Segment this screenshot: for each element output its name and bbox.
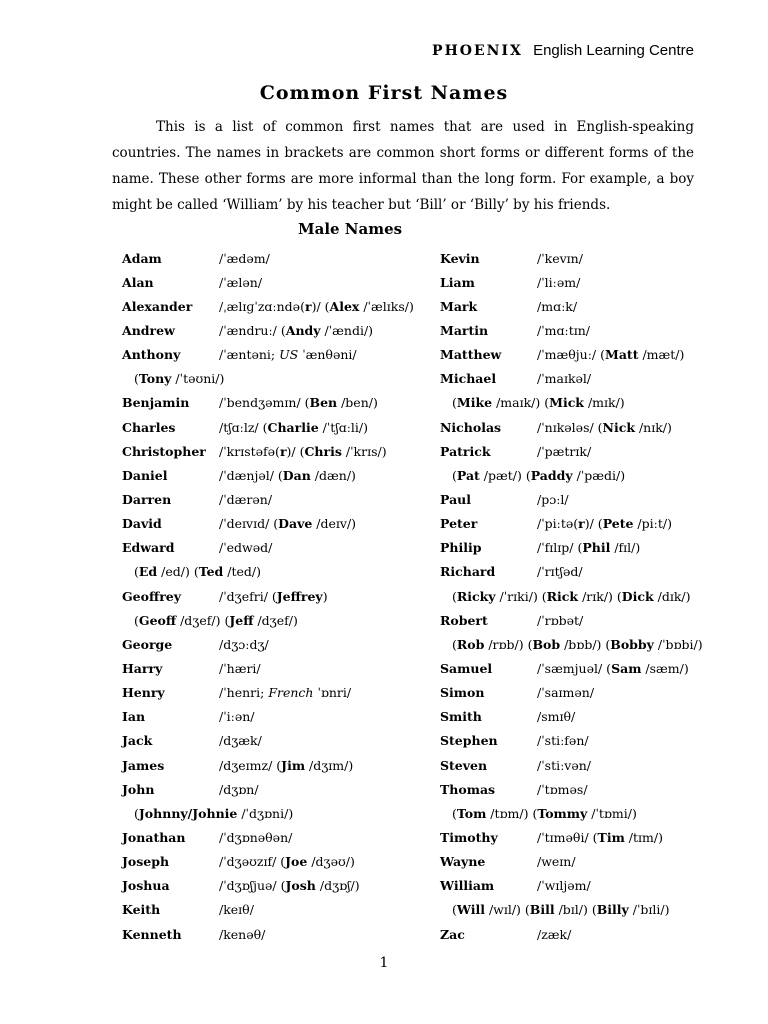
first-name: Samuel bbox=[440, 660, 493, 676]
first-name: Harry bbox=[122, 660, 163, 676]
names-column-left bbox=[122, 246, 412, 946]
pronunciation: /ˈmæθjuː/ (Matt /mæt/) bbox=[537, 347, 685, 363]
nickname: Will bbox=[456, 902, 485, 918]
nickname: Tony bbox=[138, 371, 172, 387]
nickname: Dave bbox=[278, 516, 313, 532]
nickname: Tim bbox=[597, 829, 625, 845]
nickname: Phil bbox=[582, 540, 611, 556]
name-entry bbox=[440, 656, 730, 680]
pronunciation: /ˈædəm/ bbox=[219, 250, 270, 266]
nickname: Alex bbox=[329, 298, 360, 314]
first-name: Charles bbox=[122, 419, 176, 435]
name-entry bbox=[122, 560, 412, 584]
nickname: Nick bbox=[602, 419, 635, 435]
name-entry bbox=[440, 560, 730, 584]
first-name: Joshua bbox=[122, 878, 170, 894]
pronunciation: /ˈæntəni; US ˈænθəni/ bbox=[219, 347, 357, 363]
name-entry bbox=[122, 753, 412, 777]
name-entry bbox=[122, 439, 412, 463]
name-entry bbox=[122, 343, 412, 367]
name-entry bbox=[440, 270, 730, 294]
first-name: Joseph bbox=[122, 854, 170, 870]
first-name: Keith bbox=[122, 902, 161, 918]
name-entry bbox=[440, 753, 730, 777]
name-entry bbox=[440, 874, 730, 898]
nickname: Pete bbox=[602, 516, 634, 532]
first-name: Simon bbox=[440, 685, 485, 701]
nickname: r bbox=[279, 443, 287, 459]
first-name: Stephen bbox=[440, 733, 498, 749]
nickname: Mick bbox=[549, 395, 584, 411]
nickname: Sam bbox=[611, 660, 642, 676]
name-entry bbox=[440, 463, 730, 487]
nickname: Tommy bbox=[537, 805, 588, 821]
pronunciation: /ˌælɪɡˈzɑːndə(r)/ (Alex /ˈælɪks/) bbox=[219, 298, 414, 314]
pronunciation: /ˈnɪkələs/ (Nick /nɪk/) bbox=[537, 419, 672, 435]
name-entry bbox=[440, 898, 730, 922]
pronunciation: (Geoff /dʒef/) (Jeff /dʒef/) bbox=[134, 612, 298, 628]
name-entry bbox=[440, 801, 730, 825]
nickname: Tom bbox=[456, 805, 487, 821]
name-entry bbox=[122, 898, 412, 922]
name-entry bbox=[122, 318, 412, 342]
first-name: Jonathan bbox=[122, 829, 186, 845]
name-entry bbox=[122, 656, 412, 680]
name-entry bbox=[440, 608, 730, 632]
section-title: Male Names bbox=[298, 220, 403, 238]
pronunciation: (Johnny/Johnie /ˈdʒɒni/) bbox=[134, 805, 294, 821]
name-entry bbox=[440, 415, 730, 439]
first-name: Martin bbox=[440, 322, 489, 338]
first-name: Smith bbox=[440, 709, 482, 725]
intro-text: This is a list of common first names that are used in English-speaking countries. The names in brackets are common short forms or different forms of the name. These other forms are more informal than the long form. For example, a boy might be called ‘William’ by his teacher but ‘Bill’ or ‘Billy’ by his friends. bbox=[112, 119, 694, 213]
pronunciation: /dʒeɪmz/ (Jim /dʒɪm/) bbox=[219, 757, 354, 773]
pronunciation: /ˈpætrɪk/ bbox=[537, 443, 592, 459]
first-name: Liam bbox=[440, 274, 475, 290]
pronunciation: /ˈdʒɒnəθən/ bbox=[219, 829, 293, 845]
name-entry bbox=[122, 608, 412, 632]
nickname: Andy bbox=[285, 322, 321, 338]
name-entry bbox=[122, 825, 412, 849]
name-entry bbox=[440, 367, 730, 391]
first-name: Christopher bbox=[122, 443, 206, 459]
first-name: Darren bbox=[122, 491, 172, 507]
nickname: Jeff bbox=[229, 612, 254, 628]
pronunciation: (Pat /pæt/) (Paddy /ˈpædi/) bbox=[452, 467, 626, 483]
nickname: Johnny/Johnie bbox=[138, 805, 238, 821]
pronunciation: (Mike /maɪk/) (Mick /mɪk/) bbox=[452, 395, 625, 411]
pronunciation: /ˈstiːvən/ bbox=[537, 757, 592, 773]
name-entry bbox=[440, 729, 730, 753]
first-name: Timothy bbox=[440, 829, 498, 845]
pronunciation: /ˈsaɪmən/ bbox=[537, 685, 595, 701]
first-name: Zac bbox=[440, 926, 465, 942]
pronunciation: /ˈændruː/ (Andy /ˈændi/) bbox=[219, 322, 374, 338]
pronunciation: /ˈedwəd/ bbox=[219, 540, 273, 556]
nickname: Ted bbox=[198, 564, 224, 580]
first-name: Nicholas bbox=[440, 419, 502, 435]
first-name: James bbox=[122, 757, 165, 773]
first-name: Alan bbox=[122, 274, 154, 290]
first-name: Adam bbox=[122, 250, 162, 266]
first-name: Mark bbox=[440, 298, 478, 314]
first-name: George bbox=[122, 636, 173, 652]
pronunciation: /ˈpiːtə(r)/ (Pete /piːt/) bbox=[537, 516, 672, 532]
nickname: Chris bbox=[304, 443, 342, 459]
name-entry bbox=[122, 463, 412, 487]
first-name: Thomas bbox=[440, 781, 496, 797]
first-name: Edward bbox=[122, 540, 175, 556]
first-name: Anthony bbox=[122, 347, 181, 363]
first-name: Paul bbox=[440, 491, 471, 507]
name-entry bbox=[440, 487, 730, 511]
name-entry bbox=[440, 439, 730, 463]
first-name: Robert bbox=[440, 612, 488, 628]
pronunciation: /ˈdærən/ bbox=[219, 491, 273, 507]
pronunciation: /dʒæk/ bbox=[219, 733, 262, 749]
name-entry bbox=[122, 536, 412, 560]
nickname: Mike bbox=[456, 395, 493, 411]
pronunciation: (Ricky /ˈrɪki/) (Rick /rɪk/) (Dick /dɪk/) bbox=[452, 588, 691, 604]
nickname: Bob bbox=[532, 636, 561, 652]
pronunciation: /ˈliːəm/ bbox=[537, 274, 581, 290]
nickname: Pat bbox=[456, 467, 480, 483]
pronunciation: /mɑːk/ bbox=[537, 298, 578, 314]
name-entry bbox=[440, 777, 730, 801]
first-name: Michael bbox=[440, 371, 497, 387]
names-column-right bbox=[440, 246, 730, 946]
nickname: Bobby bbox=[610, 636, 654, 652]
first-name: Benjamin bbox=[122, 395, 190, 411]
pronunciation: /ˈdeɪvɪd/ (Dave /deɪv/) bbox=[219, 516, 357, 532]
nickname: Dan bbox=[282, 467, 311, 483]
name-entry bbox=[122, 922, 412, 946]
pronunciation: /tʃɑːlz/ (Charlie /ˈtʃɑːli/) bbox=[219, 419, 369, 435]
pronunciation: (Tony /ˈtəʊni/) bbox=[134, 371, 225, 387]
nickname: Matt bbox=[604, 347, 639, 363]
nickname: Billy bbox=[596, 902, 629, 918]
first-name: Richard bbox=[440, 564, 496, 580]
name-entry bbox=[122, 850, 412, 874]
name-entry bbox=[440, 584, 730, 608]
first-name: William bbox=[440, 878, 495, 894]
first-name: Daniel bbox=[122, 467, 168, 483]
pronunciation: /ˈbendʒəmɪn/ (Ben /ben/) bbox=[219, 395, 378, 411]
pronunciation: /ˈdʒefri/ (Jeffrey) bbox=[219, 588, 328, 604]
nickname: Josh bbox=[285, 878, 316, 894]
pronunciation: /ˈmaɪkəl/ bbox=[537, 371, 592, 387]
pronunciation: /ˈkevɪn/ bbox=[537, 250, 583, 266]
name-entry bbox=[122, 415, 412, 439]
name-entry bbox=[122, 777, 412, 801]
pronunciation: /ˈtɒməs/ bbox=[537, 781, 588, 797]
name-entry bbox=[440, 922, 730, 946]
nickname: Jeffrey bbox=[276, 588, 323, 604]
centre-name: English Learning Centre bbox=[533, 42, 694, 59]
name-entry bbox=[122, 801, 412, 825]
pronunciation: /ˈtɪməθi/ (Tim /tɪm/) bbox=[537, 829, 663, 845]
name-entry bbox=[122, 391, 412, 415]
name-entry bbox=[440, 681, 730, 705]
pronunciation: /ˈfɪlɪp/ (Phil /fɪl/) bbox=[537, 540, 641, 556]
pronunciation: /zæk/ bbox=[537, 926, 572, 942]
name-entry bbox=[440, 318, 730, 342]
nickname: Paddy bbox=[530, 467, 573, 483]
nickname: Ben bbox=[309, 395, 338, 411]
nickname: r bbox=[578, 516, 585, 532]
nickname: r bbox=[304, 298, 312, 314]
nickname: Jim bbox=[281, 757, 306, 773]
name-entry bbox=[122, 584, 412, 608]
nickname: Rick bbox=[546, 588, 579, 604]
name-entry bbox=[440, 343, 730, 367]
first-name: Kevin bbox=[440, 250, 480, 266]
nickname: Charlie bbox=[267, 419, 319, 435]
name-entry bbox=[122, 487, 412, 511]
nickname: Geoff bbox=[138, 612, 177, 628]
name-entry bbox=[440, 294, 730, 318]
name-entry bbox=[440, 391, 730, 415]
pronunciation: (Tom /tɒm/) (Tommy /ˈtɒmi/) bbox=[452, 805, 637, 821]
first-name: Jack bbox=[122, 733, 153, 749]
name-entry bbox=[440, 850, 730, 874]
pronunciation: /dʒɔːdʒ/ bbox=[219, 636, 269, 652]
pronunciation: /ˈstiːfən/ bbox=[537, 733, 589, 749]
nickname: Bill bbox=[529, 902, 555, 918]
pronunciation: /ˈkrɪstəfə(r)/ (Chris /ˈkrɪs/) bbox=[219, 443, 387, 459]
pronunciation: /ˈdʒɒʃjuə/ (Josh /dʒɒʃ/) bbox=[219, 878, 360, 894]
nickname: Joe bbox=[285, 854, 308, 870]
intro-paragraph bbox=[112, 114, 694, 218]
pronunciation: /ˈrɒbət/ bbox=[537, 612, 584, 628]
name-entry bbox=[122, 729, 412, 753]
pronunciation: /dʒɒn/ bbox=[219, 781, 259, 797]
pronunciation: (Rob /rɒb/) (Bob /bɒb/) (Bobby /ˈbɒbi/) bbox=[452, 636, 703, 652]
name-entry bbox=[440, 632, 730, 656]
first-name: Geoffrey bbox=[122, 588, 182, 604]
first-name: Andrew bbox=[122, 322, 175, 338]
pronunciation: /ˈhæri/ bbox=[219, 660, 261, 676]
name-entry bbox=[122, 294, 412, 318]
nickname: Ricky bbox=[456, 588, 496, 604]
nickname: Dick bbox=[621, 588, 654, 604]
pronunciation: (Will /wɪl/) (Bill /bɪl/) (Billy /ˈbɪli/) bbox=[452, 902, 670, 918]
name-entry bbox=[440, 246, 730, 270]
pronunciation: /ˈdʒəʊzɪf/ (Joe /dʒəʊ/) bbox=[219, 854, 355, 870]
name-entry bbox=[122, 246, 412, 270]
nickname: Rob bbox=[456, 636, 485, 652]
first-name: Wayne bbox=[440, 854, 486, 870]
nickname: Ed bbox=[138, 564, 158, 580]
pronunciation: /ˈsæmjuəl/ (Sam /sæm/) bbox=[537, 660, 689, 676]
pronunciation: /ˈmɑːtɪn/ bbox=[537, 322, 590, 338]
name-entry bbox=[122, 367, 412, 391]
name-entry bbox=[122, 874, 412, 898]
first-name: Philip bbox=[440, 540, 482, 556]
pronunciation: /ˈwɪljəm/ bbox=[537, 878, 591, 894]
page-header bbox=[432, 42, 694, 59]
name-entry bbox=[122, 632, 412, 656]
first-name: Peter bbox=[440, 516, 478, 532]
brand-name: PHOENIX bbox=[432, 43, 523, 59]
name-entry bbox=[122, 705, 412, 729]
first-name: Patrick bbox=[440, 443, 491, 459]
pronunciation: /kenəθ/ bbox=[219, 926, 266, 942]
page-title: Common First Names bbox=[259, 82, 509, 104]
pronunciation: /ˈiːən/ bbox=[219, 709, 255, 725]
pronunciation: /ˈhenri; French ˈɒnri/ bbox=[219, 685, 352, 701]
first-name: Ian bbox=[122, 709, 146, 725]
name-entry bbox=[122, 512, 412, 536]
first-name: Kenneth bbox=[122, 926, 182, 942]
name-entry bbox=[122, 270, 412, 294]
first-name: Matthew bbox=[440, 347, 502, 363]
name-entry bbox=[440, 512, 730, 536]
first-name: David bbox=[122, 516, 162, 532]
pronunciation: /weɪn/ bbox=[537, 854, 576, 870]
page-number: 1 bbox=[379, 955, 389, 971]
first-name: John bbox=[122, 781, 155, 797]
pronunciation: /pɔːl/ bbox=[537, 491, 569, 507]
pronunciation: /ˈdænjəl/ (Dan /dæn/) bbox=[219, 467, 356, 483]
pronunciation: /ˈrɪtʃəd/ bbox=[537, 564, 583, 580]
name-entry bbox=[440, 705, 730, 729]
name-entry bbox=[440, 825, 730, 849]
pronunciation: (Ed /ed/) (Ted /ted/) bbox=[134, 564, 261, 580]
pronunciation: /keɪθ/ bbox=[219, 902, 254, 918]
pronunciation: /ˈælən/ bbox=[219, 274, 263, 290]
name-entry bbox=[440, 536, 730, 560]
name-entry bbox=[122, 681, 412, 705]
first-name: Alexander bbox=[122, 298, 193, 314]
first-name: Henry bbox=[122, 685, 165, 701]
pronunciation: /smɪθ/ bbox=[537, 709, 576, 725]
first-name: Steven bbox=[440, 757, 488, 773]
